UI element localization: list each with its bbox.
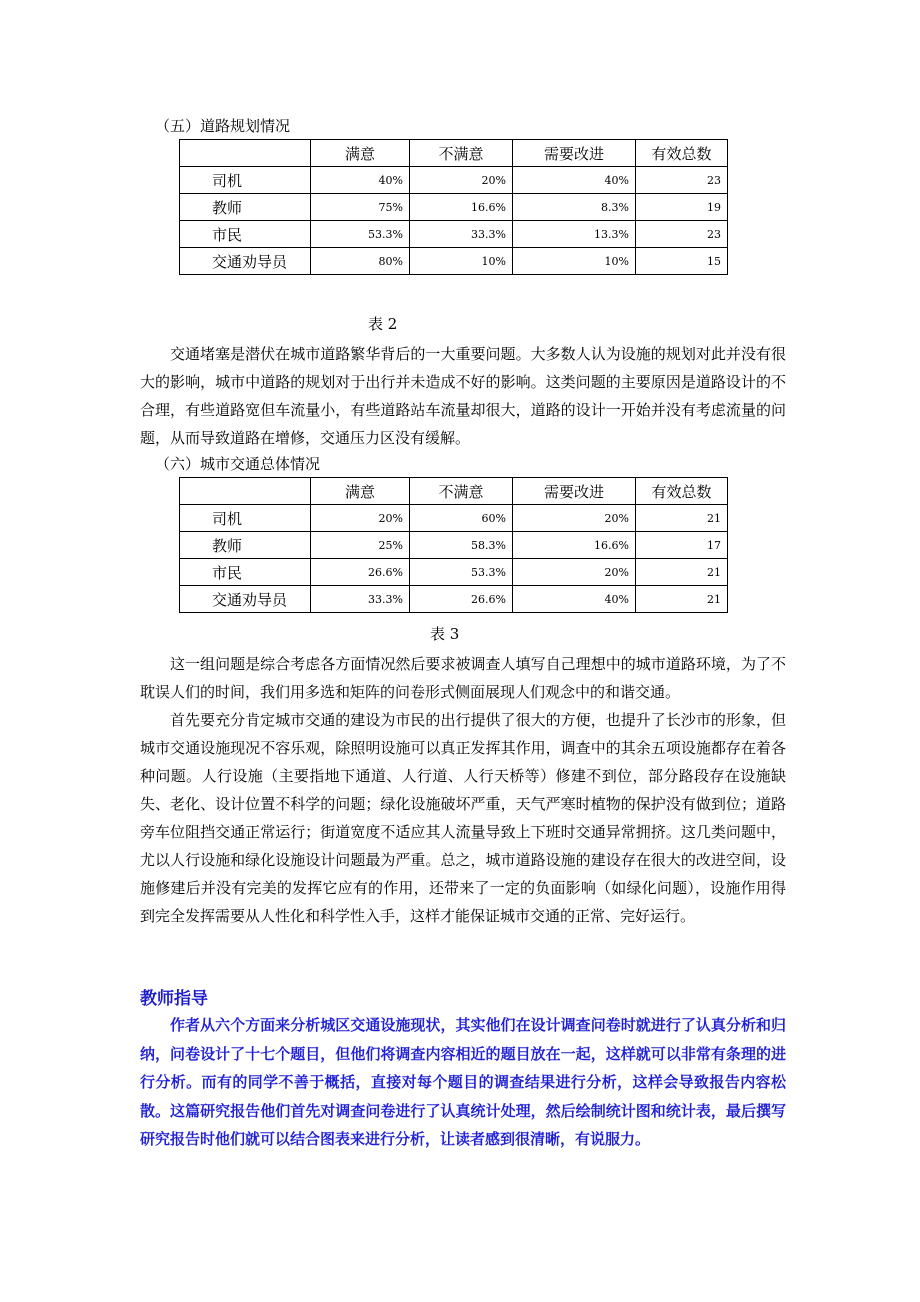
unsatisfied-cell: 60% (410, 505, 513, 532)
row-label: 市民 (180, 221, 311, 248)
improve-cell: 40% (513, 586, 636, 613)
row-label: 教师 (180, 532, 311, 559)
total-cell: 21 (636, 586, 728, 613)
satisfied-cell: 80% (311, 248, 410, 275)
paragraph-survey-design: 这一组问题是综合考虑各方面情况然后要求被调查人填写自己理想中的城市道路环境，为了不耽误人们的时间，我们用多选和矩阵的问卷形式侧面展现人们观念中的和谐交通。 (140, 655, 786, 701)
total-cell: 23 (636, 167, 728, 194)
improve-cell: 16.6% (513, 532, 636, 559)
header-cell: 不满意 (410, 478, 513, 505)
row-label: 交通劝导员 (180, 248, 311, 275)
table-row (180, 559, 728, 586)
unsatisfied-cell: 20% (410, 167, 513, 194)
paragraph-summary: 首先要充分肯定城市交通的建设为市民的出行提供了很大的方便，也提升了长沙市的形象，但城市交通设施现况不容乐观，除照明设施可以真正发挥其作用，调查中的其余五项设施都存在着各种问题。人行设施（主要指地下通道、人行道、人行天桥等）修建不到位，部分路段存在设施缺失、老化、设计位置不科学的问题；绿化设施破坏严重，天气严寒时植物的保护没有做到位；道路旁车位阻挡交通正常运行；街道宽度不适应其人流量导致上下班时交通异常拥挤。这几类问题中，尤以人行设施和绿化设施设计问题最为严重。总之，城市道路设施的建设存在很大的改进空间，设施修建后并没有完美的发挥它应有的作用，还带来了一定的负面影响（如绿化问题），设施作用得到完全发挥需要从人性化和科学性入手，这样才能保证城市交通的正常、完好运行。 (140, 711, 786, 925)
header-cell (180, 140, 311, 167)
total-cell: 19 (636, 194, 728, 221)
satisfied-cell: 25% (311, 532, 410, 559)
improve-cell: 10% (513, 248, 636, 275)
header-cell: 有效总数 (636, 140, 728, 167)
table-row (180, 221, 728, 248)
satisfied-cell: 40% (311, 167, 410, 194)
table-row (180, 167, 728, 194)
overall-traffic-table (179, 477, 728, 613)
table-row (180, 248, 728, 275)
teacher-guide-title: 教师指导 (140, 989, 208, 1009)
row-label: 教师 (180, 194, 311, 221)
row-label: 司机 (180, 167, 311, 194)
road-planning-table (179, 139, 728, 275)
row-label: 交通劝导员 (180, 586, 311, 613)
improve-cell: 20% (513, 559, 636, 586)
teacher-guide-text: 作者从六个方面来分析城区交通设施现状，其实他们在设计调查问卷时就进行了认真分析和归纳，问卷设计了十七个题目，但他们将调查内容相近的题目放在一起，这样就可以非常有条理的进行分析。而有的同学不善于概括，直接对每个题目的调查结果进行分析，这样会导致报告内容松散。这篇研究报告他们首先对调查问卷进行了认真统计处理，然后绘制统计图和统计表，最后撰写研究报告时他们就可以结合图表来进行分析，让读者感到很清晰，有说服力。 (140, 1016, 786, 1148)
table-row (180, 586, 728, 613)
improve-cell: 20% (513, 505, 636, 532)
table-row (180, 194, 728, 221)
satisfied-cell: 53.3% (311, 221, 410, 248)
unsatisfied-cell: 33.3% (410, 221, 513, 248)
total-cell: 21 (636, 559, 728, 586)
header-cell: 需要改进 (513, 478, 636, 505)
section6-heading: （六）城市交通总体情况 (155, 455, 321, 473)
header-cell: 不满意 (410, 140, 513, 167)
unsatisfied-cell: 26.6% (410, 586, 513, 613)
paragraph-traffic-jam: 交通堵塞是潜伏在城市道路繁华背后的一大重要问题。大多数人认为设施的规划对此并没有很大的影响，城市中道路的规划对于出行并未造成不好的影响。这类问题的主要原因是道路设计的不合理，有些道路宽但车流量小，有些道路站车流量却很大，道路的设计一开始并没有考虑流量的问题，从而导致道路在增修，交通压力区没有缓解。 (140, 345, 786, 447)
table-row (180, 505, 728, 532)
satisfied-cell: 20% (311, 505, 410, 532)
total-cell: 17 (636, 532, 728, 559)
section5-heading: （五）道路规划情况 (155, 117, 291, 135)
unsatisfied-cell: 10% (410, 248, 513, 275)
table-header-row (180, 478, 728, 505)
table-header-row (180, 140, 728, 167)
header-cell: 满意 (311, 140, 410, 167)
total-cell: 23 (636, 221, 728, 248)
satisfied-cell: 75% (311, 194, 410, 221)
row-label: 市民 (180, 559, 311, 586)
satisfied-cell: 33.3% (311, 586, 410, 613)
satisfied-cell: 26.6% (311, 559, 410, 586)
header-cell (180, 478, 311, 505)
unsatisfied-cell: 53.3% (410, 559, 513, 586)
table-row (180, 532, 728, 559)
header-cell: 有效总数 (636, 478, 728, 505)
total-cell: 21 (636, 505, 728, 532)
table2-caption: 表 2 (368, 315, 398, 333)
total-cell: 15 (636, 248, 728, 275)
improve-cell: 8.3% (513, 194, 636, 221)
improve-cell: 40% (513, 167, 636, 194)
header-cell: 需要改进 (513, 140, 636, 167)
table3-caption: 表 3 (430, 625, 460, 643)
improve-cell: 13.3% (513, 221, 636, 248)
header-cell: 满意 (311, 478, 410, 505)
unsatisfied-cell: 58.3% (410, 532, 513, 559)
row-label: 司机 (180, 505, 311, 532)
unsatisfied-cell: 16.6% (410, 194, 513, 221)
